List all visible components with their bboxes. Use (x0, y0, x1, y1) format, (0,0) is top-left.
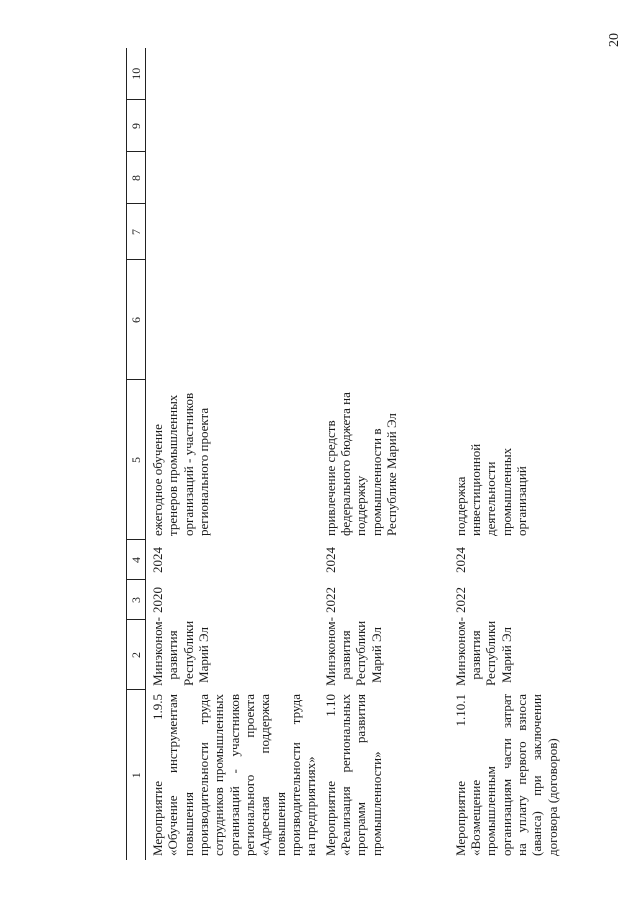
header-cell: 9 (127, 100, 146, 152)
header-cell: 7 (127, 204, 146, 260)
table-row (146, 48, 319, 860)
expected-result: привлечение средств федерального бюджета на поддержку промышленности в Республике Марий Эл (322, 392, 399, 536)
header-row (127, 48, 146, 860)
program-table (126, 48, 579, 860)
expected-result: ежегодное обучение тренеров промышленных организаций - участников регионального проекта (150, 392, 211, 536)
start-year: 2022 (322, 587, 338, 613)
header-cell: 6 (127, 260, 146, 380)
end-year: 2024 (452, 547, 468, 573)
page-number: 20 (607, 33, 622, 47)
header-cell: 8 (127, 152, 146, 204)
header-cell: 3 (127, 580, 146, 620)
end-year: 2024 (322, 547, 338, 573)
measure-name: Мероприятие 1.9.5 «Обучение инструментам повышения производительности труда сотрудников промышленных организаций - участников регионального проекта «Адресная поддержка повышения производительности труда на предприятиях» (150, 694, 319, 856)
measure-name: Мероприятие 1.10.1 «Возмещение промышленным организациям части затрат на уплату первого взноса (аванса) при заключении договора (договоров) (452, 694, 560, 856)
end-year: 2024 (150, 547, 165, 573)
expected-result: поддержка инвестиционной деятельности промышленных организаций (452, 443, 529, 536)
rotated-table-wrapper (126, 48, 626, 860)
header-cell: 2 (127, 620, 146, 690)
start-year: 2020 (150, 587, 165, 613)
responsible: Минэконом-развития Республики Марий Эл (322, 617, 384, 686)
header-cell: 1 (127, 690, 146, 860)
table-row (319, 48, 449, 860)
table-row (449, 48, 579, 860)
responsible: Минэконом-развития Республики Марий Эл (452, 617, 514, 686)
header-cell: 10 (127, 48, 146, 100)
header-cell: 4 (127, 540, 146, 580)
responsible: Минэконом-развития Республики Марий Эл (150, 617, 211, 686)
measure-name: Мероприятие 1.10 «Реализация региональных программ развития промышленности» (322, 694, 384, 856)
header-cell: 5 (127, 380, 146, 540)
start-year: 2022 (452, 587, 468, 613)
